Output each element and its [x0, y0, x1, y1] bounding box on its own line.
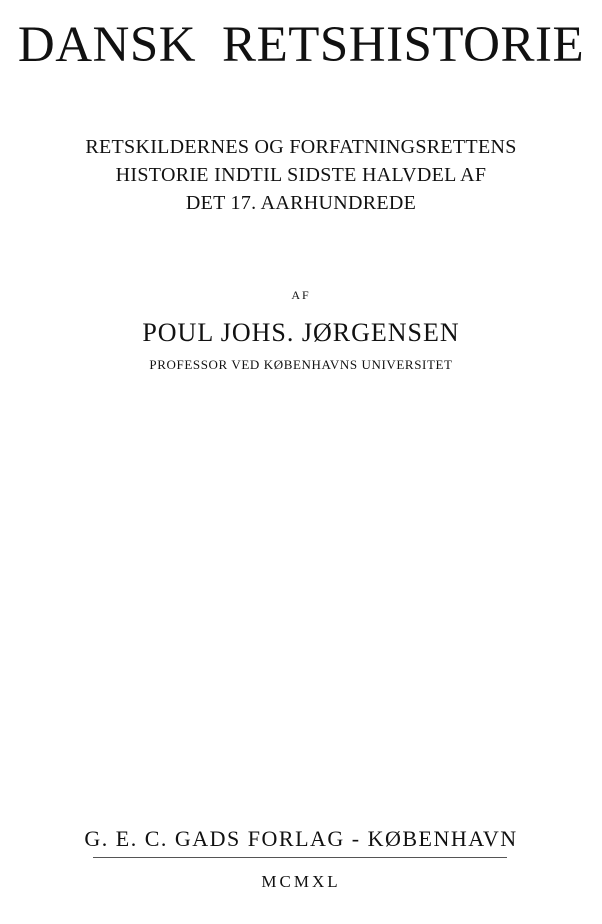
publisher: G. E. C. GADS FORLAG - KØBENHAVN: [84, 826, 518, 851]
by-line: AF: [291, 288, 311, 302]
title-word-dansk: DANSK: [17, 17, 197, 73]
author-name: POUL JOHS. JØRGENSEN: [142, 318, 460, 347]
publisher-divider: [93, 857, 507, 858]
publication-year: MCMXL: [261, 872, 341, 891]
subtitle-line-1: RETSKILDERNES OG FORFATNINGSRETTENS: [85, 136, 517, 158]
book-title: [0, 16, 602, 74]
title-word-retshistorie: RETSHISTORIE: [222, 17, 585, 73]
author-role: PROFESSOR VED KØBENHAVNS UNIVERSITET: [149, 357, 453, 372]
subtitle-line-3: DET 17. AARHUNDREDE: [185, 192, 417, 214]
subtitle-line-2: HISTORIE INDTIL SIDSTE HALVDEL AF: [115, 164, 487, 186]
